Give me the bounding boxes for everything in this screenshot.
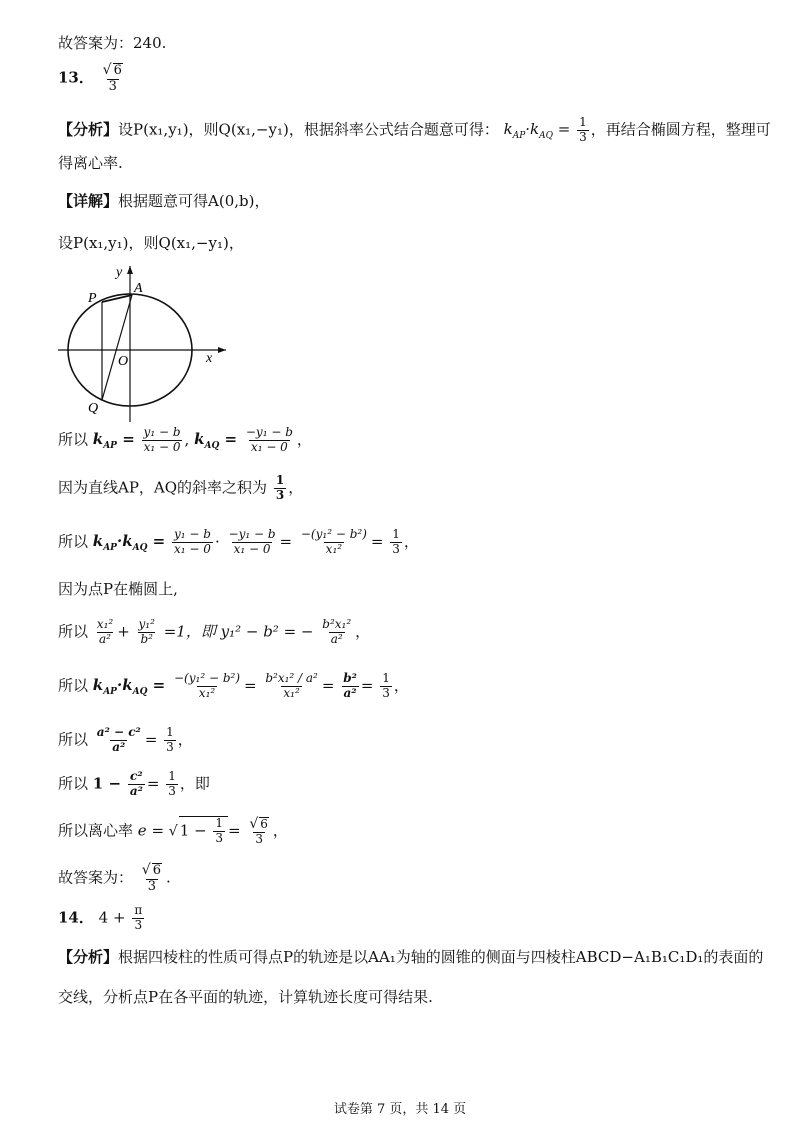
- on-ellipse-line: [58, 582, 178, 597]
- fraction-numerator: x₁²: [96, 617, 114, 631]
- fraction-numerator: 1: [166, 725, 174, 739]
- fraction-denominator: 3: [392, 541, 400, 556]
- ac-result-fraction: [164, 726, 176, 755]
- product-fraction-a: [172, 528, 213, 557]
- set-point-line: [58, 236, 244, 251]
- because-tail: ，: [288, 478, 304, 497]
- c2-fraction: [128, 770, 145, 799]
- analysis-14-text: 根据四棱柱的性质可得点P的轨迹是以AA₁为轴的圆锥的侧面与四棱柱ABCD−A₁B₁C₁D₁的表面的: [118, 948, 764, 966]
- analysis-line-2: [58, 156, 123, 171]
- k-symbol: k: [503, 120, 513, 139]
- so-text: 所以: [58, 676, 89, 695]
- analysis-text: 设P(x₁,y₁)，则Q(x₁,−y₁)，根据斜率公式结合题意可得：: [118, 120, 499, 139]
- analysis-text-tail: ，再结合椭圆方程，整理可: [590, 120, 771, 139]
- so-text: 所以: [58, 774, 89, 793]
- label-O: O: [118, 354, 129, 369]
- product-fraction-b: [227, 528, 278, 557]
- fraction-denominator: b²: [140, 631, 153, 646]
- one-minus: 1 −: [92, 774, 122, 793]
- analysis-line: [58, 116, 771, 145]
- c2-result-fraction: [166, 770, 178, 799]
- fraction-numerator: b²x₁² / a²: [265, 671, 318, 685]
- because-text: 因为直线AP，AQ的斜率之积为: [58, 478, 268, 497]
- analysis-14-text-2: 交线，分析点P在各平面的轨迹，计算轨迹长度可得结果.: [58, 988, 433, 1006]
- pi-fraction: [132, 904, 144, 933]
- fraction-denominator: 3: [147, 878, 157, 894]
- ellipse-mid-text: =1，即 y₁² − b² = −: [163, 622, 314, 641]
- k2-fraction-b: [263, 672, 320, 701]
- question-number: 13．: [58, 68, 94, 87]
- so-text: 所以: [58, 430, 89, 449]
- fraction-numerator: 1: [382, 671, 390, 685]
- analysis-slope-product: $k_{AP}\cdot k_{AQ}$ =: [503, 120, 571, 142]
- fraction-numerator: c²: [130, 769, 143, 783]
- label-x: x: [206, 351, 213, 366]
- fraction-denominator: x₁ − 0: [143, 439, 181, 454]
- analysis-tag: 【分析】: [58, 948, 119, 966]
- label-Q: Q: [88, 401, 99, 416]
- fraction-numerator: π: [134, 903, 143, 917]
- ellipse-y-fraction: [137, 618, 157, 647]
- fraction-denominator: a²: [129, 783, 143, 798]
- detail-line: [58, 194, 269, 209]
- fraction-denominator: x₁²: [283, 685, 300, 700]
- product-fraction-d: [390, 528, 402, 557]
- ecc-inner-fraction: [213, 817, 225, 846]
- final-answer-prefix: 故答案为：: [58, 868, 134, 887]
- fraction-numerator: 1: [579, 115, 587, 129]
- analysis-tag: 【分析】: [58, 120, 119, 139]
- fraction-numerator: −y₁ − b: [228, 527, 276, 541]
- c2-line: 所以 1 − $\frac{\text{c²}}{\text{a²}}$ = $\frac{1}{3}$ ，即: [58, 769, 210, 798]
- fraction-numerator: y₁ − b: [174, 527, 211, 541]
- slopes-line: 所以 $k_{AP}$ = $\frac{\text{y₁ − b}}{\text{x₁ − 0}}$ , $k_{AQ}$ = $\frac{\text{−y₁ − b}}{\text{x₁ − 0}}$ ，: [58, 425, 312, 454]
- ecc-result-fraction: $\frac{√ 6}{3}$: [249, 816, 268, 847]
- k2-fraction-d: [380, 672, 392, 701]
- fraction-denominator: 3: [108, 78, 117, 94]
- fraction-denominator: 3: [255, 832, 263, 847]
- label-A: A: [134, 281, 143, 296]
- product-line: 所以 $k_{AP}\cdot k_{AQ}$ = $\frac{\text{y₁ − b}}{\text{x₁ − 0}}$ · $\frac{\text{−y₁ − b}}{\text{x₁ − 0}}$ = $\frac{\text{−(y₁² − b²)}}{\text{x₁²}}$ = $\frac{1}{3}$ ，: [58, 527, 419, 556]
- detail-tag: 【详解】: [58, 192, 119, 210]
- fraction-denominator: x₁ − 0: [233, 541, 271, 556]
- ac-line: 所以 $\frac{\text{a² − c²}}{\text{a²}}$ = $\frac{1}{3}$ ，: [58, 725, 193, 754]
- fraction-denominator: 3: [579, 129, 587, 144]
- fraction-denominator: 3: [168, 783, 176, 798]
- question-14-answer: [58, 904, 146, 933]
- question-13-answer: [58, 62, 127, 95]
- answer-line-12: [58, 36, 166, 51]
- fraction-denominator: a²: [343, 685, 357, 700]
- fraction-denominator: 3: [275, 487, 285, 502]
- so-text: 所以: [58, 532, 89, 551]
- fraction-denominator: x₁²: [325, 541, 343, 556]
- ac-fraction: [95, 726, 143, 755]
- analysis-fraction: [577, 116, 589, 145]
- because-fraction: [274, 474, 286, 503]
- k2-fraction-a: [172, 672, 242, 701]
- eccentricity-line: 所以离心率 e = √ 1 − $\frac{1}{3}$ = $\frac{√ 6}{3}$ ，: [58, 816, 288, 847]
- fraction-numerator: y₁²: [138, 617, 155, 631]
- fraction-numerator: b²: [343, 671, 357, 685]
- product-fraction-c: [299, 528, 369, 557]
- fraction-numerator: 1: [215, 816, 224, 831]
- fraction-numerator: 6: [152, 863, 161, 878]
- fraction-numerator: a² − c²: [96, 725, 141, 739]
- analysis-text-2: 得离心率.: [58, 154, 123, 172]
- kap-fraction: [142, 426, 183, 455]
- product-line-2: 所以 $k_{AP}\cdot k_{AQ}$ = $\frac{\text{−(y₁² − b²)}}{\text{x₁²}}$ = $\frac{\text{b²x₁² / a²}}{\text{x₁²}}$ = $\frac{\text{b²}}{\text{a²}}$ = $\frac{1}{3}$ ，: [58, 671, 409, 700]
- answer-prefix: 4 +: [98, 908, 126, 927]
- ellipse-x-fraction: [95, 618, 115, 647]
- segment-AQ: [102, 295, 132, 400]
- answer-fraction: $\frac{√ 6}{3}$: [102, 62, 122, 94]
- answer-text: 故答案为：240.: [58, 34, 167, 52]
- fraction-denominator: 3: [166, 739, 174, 754]
- fraction-denominator: x₁ − 0: [174, 541, 211, 556]
- fraction-numerator: 6: [113, 63, 122, 78]
- fraction-denominator: a²: [330, 631, 343, 646]
- fraction-denominator: 3: [215, 830, 224, 845]
- fraction-numerator: −(y₁² − b²): [174, 671, 240, 685]
- ellipse-figure: [58, 262, 228, 422]
- analysis-14-line: [58, 950, 763, 965]
- fraction-numerator: b²x₁²: [322, 617, 352, 631]
- fraction-denominator: a²: [99, 631, 111, 646]
- x-axis-arrow: [218, 347, 226, 353]
- fraction-numerator: −y₁ − b: [245, 425, 293, 439]
- fraction-denominator: 3: [382, 685, 390, 700]
- kaq-fraction: [244, 426, 295, 455]
- because-line: [58, 474, 303, 503]
- fraction-denominator: x₁ − 0: [250, 439, 288, 454]
- fraction-denominator: a²: [112, 739, 126, 754]
- fraction-denominator: x₁²: [198, 685, 216, 700]
- analysis-14-line-2: [58, 990, 433, 1005]
- final-answer-13: 故答案为： $\frac{√ 6}{3}$ .: [58, 862, 171, 894]
- final-answer-fraction: $\frac{√ 6}{3}$: [141, 862, 161, 894]
- page-footer: 试卷第 7 页，共 14 页: [333, 1102, 467, 1117]
- on-ellipse-text: 因为点P在椭圆上,: [58, 580, 178, 598]
- fraction-denominator: 3: [134, 917, 143, 932]
- detail-text: 根据题意可得A(0,b)，: [118, 192, 270, 210]
- so-text: 所以: [58, 730, 89, 749]
- fraction-numerator: 1: [275, 473, 285, 487]
- c2-tail: ，即: [179, 774, 210, 793]
- fraction-numerator: 6: [260, 817, 268, 831]
- k2-fraction-c: [341, 672, 359, 701]
- y-axis-arrow: [127, 266, 133, 274]
- fraction-numerator: −(y₁² − b²): [300, 527, 367, 541]
- set-point-text: 设P(x₁,y₁)，则Q(x₁,−y₁)，: [58, 234, 244, 252]
- ellipse-equation-line: 所以 $\frac{\text{x₁²}}{\text{a²}}$ + $\frac{\text{y₁²}}{\text{b²}}$ =1，即 y₁² − b² = − $\frac{\text{b²x₁²}}{\text{a²}}$ ，: [58, 617, 371, 646]
- so-text: 所以: [58, 622, 89, 641]
- question-number: 14．: [58, 908, 94, 927]
- eccentricity-prefix: 所以离心率: [58, 821, 134, 840]
- fraction-numerator: 1: [392, 527, 400, 541]
- ellipse-r-fraction: [320, 618, 353, 647]
- fraction-numerator: 1: [168, 769, 176, 783]
- label-P: P: [88, 291, 97, 306]
- fraction-numerator: y₁ − b: [143, 425, 181, 439]
- label-y: y: [116, 265, 123, 280]
